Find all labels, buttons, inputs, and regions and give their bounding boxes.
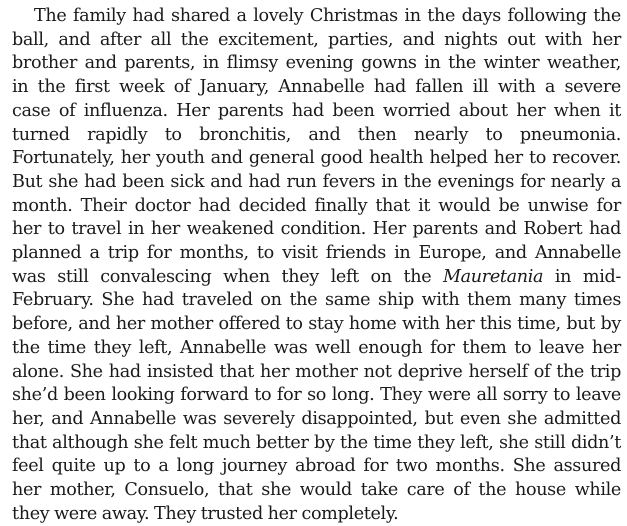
- text-line: ball, and after all the excitement, parties, and nights out with her: [12, 29, 621, 50]
- text-line: she’d been looking forward to for so long. They were all sorry to leave: [12, 385, 621, 406]
- text-line: the time they left, Annabelle was well enough for them to leave her: [12, 337, 621, 358]
- text-line: that although she felt much better by the time they left, she still didn’t: [12, 432, 621, 453]
- text-line: before, and her mother offered to stay home with her this time, but by: [12, 314, 621, 335]
- text-line: her mother, Consuelo, that she would take care of the house while: [12, 480, 621, 501]
- text-line-with-italic: [12, 266, 621, 290]
- text-line: planned a trip for months, to visit friends in Europe, and Annabelle: [12, 243, 621, 264]
- text-line: turned rapidly to bronchitis, and then nearly to pneumonia.: [12, 124, 621, 145]
- text-line: feel quite up to a long journey abroad for two months. She assured: [12, 456, 621, 477]
- text-line-last: they were away. They trusted her completely.: [12, 503, 399, 524]
- text-segment: was still convalescing when they left on the: [12, 266, 443, 287]
- text-line: month. Their doctor had decided finally that it would be unwise for: [12, 195, 621, 216]
- ship-name-italic: Mauretania: [443, 266, 544, 287]
- text-line: February. She had traveled on the same ship with them many times: [12, 290, 621, 311]
- text-line: her to travel in her weakened condition. Her parents and Robert had: [12, 219, 621, 240]
- text-line: in the first week of January, Annabelle had fallen ill with a severe: [12, 77, 621, 98]
- text-line: her, and Annabelle was severely disappointed, but even she admitted: [12, 408, 621, 429]
- body-paragraph: [12, 5, 621, 526]
- text-line: case of influenza. Her parents had been worried about her when it: [12, 100, 621, 121]
- text-line: But she had been sick and had run fevers in the evenings for nearly a: [12, 171, 621, 192]
- text-line: The family had shared a lovely Christmas in the days following the: [34, 6, 621, 26]
- text-segment: in mid-: [543, 266, 621, 287]
- text-line: brother and parents, in flimsy evening gowns in the winter weather,: [12, 53, 621, 74]
- text-line: alone. She had insisted that her mother not deprive herself of the trip: [12, 361, 621, 382]
- text-line: Fortunately, her youth and general good health helped her to recover.: [12, 148, 621, 169]
